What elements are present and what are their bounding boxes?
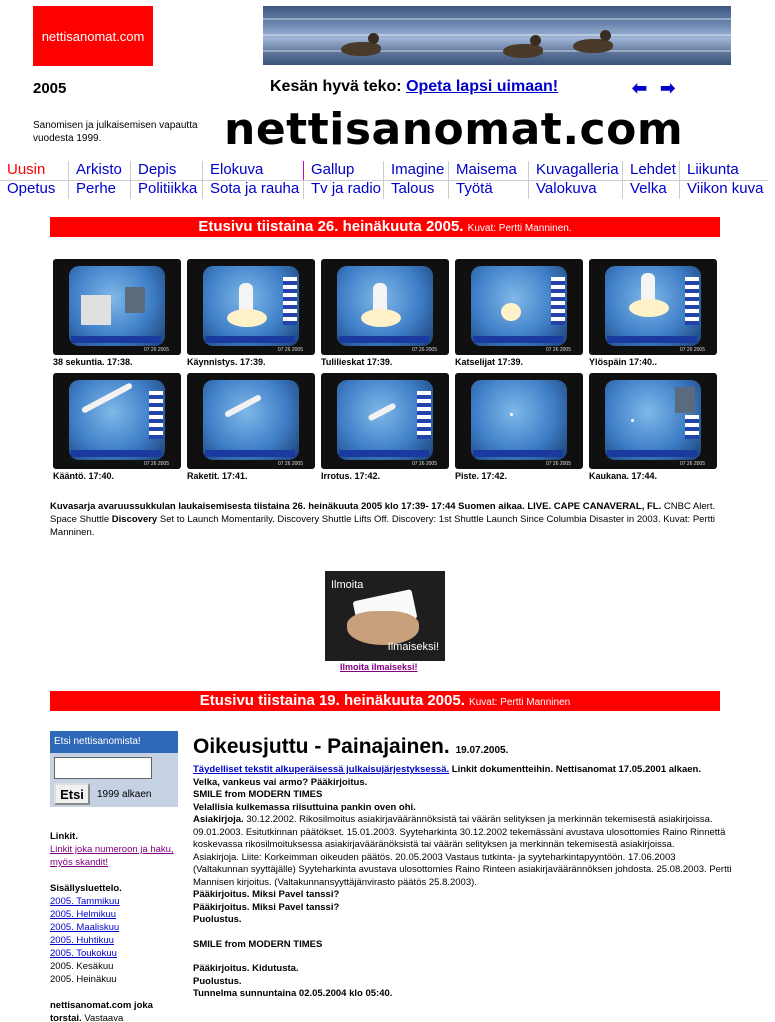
links-heading: Linkit. (50, 831, 78, 842)
gallery-photo-7[interactable] (187, 373, 315, 469)
article-line[interactable]: Puolustus. (193, 975, 242, 987)
article-line[interactable]: Tunnelma sunnuntaina 02.05.2004 klo 05:40. (193, 988, 393, 999)
main-navigation (0, 161, 775, 199)
photo-caption: Kaukana. 17:44. (589, 471, 658, 481)
article-line[interactable]: SMILE from MODERN TIMES (193, 938, 323, 950)
nav-item-sota-ja-rauha[interactable]: Sota ja rauha (202, 180, 303, 199)
section-header-19-07 (50, 691, 720, 711)
slogan: Sanomisen ja julkaisemisen vapautta vuodesta 1999. (33, 120, 198, 144)
article-title: Oikeusjuttu - Painajainen. (193, 735, 450, 758)
search-panel (50, 731, 178, 807)
ad-line-2: Ilmaiseksi! (387, 641, 439, 653)
nav-arrows-icon[interactable]: ⬅ ➡ (632, 78, 680, 98)
gallery-photo-3[interactable] (321, 259, 449, 355)
gallery-photo-1[interactable] (53, 259, 181, 355)
toc-link-tammikuu[interactable]: 2005. Tammikuu (50, 896, 120, 907)
campaign-line (270, 78, 558, 96)
documents-paragraph (193, 814, 733, 852)
nav-item-uusin[interactable]: Uusin (7, 161, 46, 178)
nav-item-talous[interactable]: Talous (383, 180, 448, 199)
duck-image (573, 39, 613, 53)
photo-caption: Kääntö. 17:40. (53, 471, 115, 481)
photo-timestamp: 07 26 2005 (545, 347, 571, 353)
search-button[interactable]: Etsi (54, 783, 90, 805)
gallery-photo-2[interactable] (187, 259, 315, 355)
nav-item-elokuva[interactable]: Elokuva (202, 161, 303, 180)
photo-caption: Käynnistys. 17:39. (187, 357, 266, 367)
photo-timestamp: 07 26 2005 (277, 461, 303, 467)
gallery-photo-6[interactable] (53, 373, 181, 469)
article-line[interactable]: Puolustus. (193, 914, 242, 925)
sidebar (50, 830, 180, 1022)
photo-timestamp: 07 26 2005 (143, 347, 169, 353)
toc-link-toukokuu[interactable]: 2005. Toukokuu (50, 948, 117, 959)
photo-caption: Katselijat 17:39. (455, 357, 524, 367)
nav-divider (0, 180, 768, 181)
footer-plain: Vastaava (81, 1013, 124, 1022)
campaign-link[interactable]: Opeta lapsi uimaan! (406, 78, 559, 95)
campaign-prefix: Kesän hyvä teko: (270, 78, 402, 95)
nav-item-velka[interactable]: Velka (622, 180, 679, 199)
photo-timestamp: 07 26 2005 (679, 347, 705, 353)
section-title: Etusivu tiistaina 19. heinäkuuta 2005. (199, 692, 465, 709)
gallery-photo-8[interactable] (321, 373, 449, 469)
nav-item-gallup[interactable]: Gallup (303, 161, 383, 180)
nav-item-perhe[interactable]: Perhe (68, 180, 130, 199)
section-credit: Kuvat: Pertti Manninen. (467, 223, 572, 234)
masthead-title: nettisanomat.com (224, 104, 684, 155)
free-ad-banner[interactable] (325, 571, 445, 661)
article-title-line (193, 734, 733, 764)
desc-discovery: Discovery (111, 514, 158, 525)
toc-heading: Sisällysluettelo. (50, 883, 122, 894)
article-line[interactable]: SMILE from MODERN TIMES (193, 789, 323, 800)
search-input[interactable] (54, 757, 152, 779)
nav-row-1 (0, 161, 775, 180)
gallery-description (50, 500, 730, 539)
year-label: 2005 (33, 80, 67, 97)
article (193, 734, 733, 1001)
gallery-photo-10[interactable] (589, 373, 717, 469)
search-header: Etsi nettisanomista! (50, 731, 178, 753)
site-logo[interactable] (33, 6, 153, 66)
duck-image (341, 42, 381, 56)
toc-item-kesakuu: 2005. Kesäkuu (50, 961, 114, 972)
photo-caption: Piste. 17:42. (455, 471, 508, 481)
nav-item-tyota[interactable]: Työtä (448, 180, 528, 199)
duck-image (503, 44, 543, 58)
article-line[interactable]: Pääkirjoitus. Miksi Pavel tanssi? (193, 889, 340, 900)
section-header-26-07 (50, 217, 720, 237)
nav-row-2 (0, 180, 775, 199)
photo-timestamp: 07 26 2005 (679, 461, 705, 467)
nav-item-maisema[interactable]: Maisema (448, 161, 528, 180)
gallery-photo-5[interactable] (589, 259, 717, 355)
free-ad-link[interactable]: Ilmoita ilmaiseksi! (340, 662, 418, 672)
article-line[interactable]: Velallisia kulkemassa riisuttuina pankin oven ohi. (193, 801, 416, 813)
nav-item-liikunta[interactable]: Liikunta (679, 161, 765, 180)
photo-caption: 38 sekuntia. 17:38. (53, 357, 133, 367)
nav-item-lehdet[interactable]: Lehdet (622, 161, 679, 180)
nav-item-depis[interactable]: Depis (130, 161, 202, 180)
photo-timestamp: 07 26 2005 (277, 347, 303, 353)
nav-item-tv-ja-radio[interactable]: Tv ja radio (303, 180, 383, 199)
search-since-label: 1999 alkaen (97, 789, 152, 800)
section-title: Etusivu tiistaina 26. heinäkuuta 2005. (198, 218, 464, 235)
ad-line-1: Ilmoita (331, 579, 364, 591)
documents-paragraph-2: Asiakirjoja. Liite: Korkeimman oikeuden päätös. 20.05.2003 Vastaus tutkinta- ja syyteharkintapyyntöön. 17.06.2003 (Valtakunnan syyttäjälle) Syyteharkinta avustava ulosottomies Raino Rinteen asiakirjaväärännöksen johdosta. 25.08.2003. Pertti Mannisen kirjoitus. (Valtakunnansyyttäjänvirasto päätös 25.8.2003). (193, 851, 732, 888)
toc-link-huhtikuu[interactable]: 2005. Huhtikuu (50, 935, 114, 946)
article-date: 19.07.2005. (455, 745, 509, 756)
nav-item-politiikka[interactable]: Politiikka (130, 180, 202, 199)
nav-item-valokuva[interactable]: Valokuva (528, 180, 622, 199)
footer-bold: nettisanomat.com joka torstai. (50, 1000, 153, 1022)
documents-heading: Asiakirjoja. (193, 814, 244, 825)
gallery-photo-9[interactable] (455, 373, 583, 469)
nav-item-arkisto[interactable]: Arkisto (68, 161, 130, 180)
photo-timestamp: 07 26 2005 (143, 461, 169, 467)
toc-link-maaliskuu[interactable]: 2005. Maaliskuu (50, 922, 120, 933)
nav-item-kuvagalleria[interactable]: Kuvagalleria (528, 161, 622, 180)
photo-timestamp: 07 26 2005 (411, 347, 437, 353)
logo-text: nettisanomat.com (41, 28, 145, 44)
article-line[interactable]: Velka, vankeus vai armo? Pääkirjoitus. (193, 776, 368, 788)
article-line[interactable]: Pääkirjoitus. Kidutusta. (193, 963, 299, 974)
section-credit: Kuvat: Pertti Manninen (469, 697, 571, 708)
photo-caption: Tulilieskat 17:39. (321, 357, 393, 367)
full-texts-link[interactable]: Täydelliset tekstit alkuperäisessä julkaisujärjestyksessä. (193, 764, 450, 775)
banner-photo (263, 6, 731, 65)
photo-caption: Irrotus. 17:42. (321, 471, 381, 481)
desc-text-2: Set to Launch Momentarily. Discovery Shuttle Lifts Off. Discovery: 1st Shuttle Launch Since Columbia Disaster in 2003. Kuvat: Pertti Manninen. (50, 514, 715, 538)
nav-item-opetus[interactable]: Opetus (7, 180, 56, 197)
toc-link-helmikuu[interactable]: 2005. Helmikuu (50, 909, 117, 920)
documents-text: 30.12.2002. Rikosilmoitus asiakirjaväärännöksistä tai väärän selityksen ja merkinnän tekemisestä asiakirjoissa. 09.01.2003. Esitutkinnan päätökset. 15.01.2003. Syyteharkinta 30.12.2002 tekemässäni avustava ulosottomies Raino Rinnettä koskevassa rikosilmoituksessa asiakirjavääränöksistä tai väärän selityksen ja merkinnän tekemisestä asiakirjoissa. (193, 814, 726, 850)
gallery-photo-4[interactable] (455, 259, 583, 355)
hand-image (347, 611, 419, 645)
toc-item-heinakuu: 2005. Heinäkuu (50, 974, 117, 985)
photo-timestamp: 07 26 2005 (545, 461, 571, 467)
links-link[interactable]: Linkit joka numeroon ja haku, myös skandit! (50, 844, 174, 868)
photo-timestamp: 07 26 2005 (411, 461, 437, 467)
sidebar-footer (50, 999, 180, 1022)
article-line[interactable]: Pääkirjoitus. Miksi Pavel tanssi? (193, 901, 340, 913)
desc-text: CNBC Alert. Space Shuttle (50, 501, 716, 525)
nav-item-imagine[interactable]: Imagine (383, 161, 448, 180)
desc-bold: Kuvasarja avaruussukkulan laukaisemisesta tiistaina 26. heinäkuuta 2005 klo 17:39- 17:44 Suomen aikaa. LIVE. CAPE CANAVERAL, FL. (50, 501, 662, 512)
photo-caption: Ylöspäin 17:40.. (589, 357, 658, 367)
nav-item-viikon-kuva[interactable]: Viikon kuva (679, 180, 765, 199)
link-after: Linkit dokumentteihin. Nettisanomat 17.05.2001 alkaen. (451, 764, 701, 775)
photo-caption: Raketit. 17:41. (187, 471, 248, 481)
